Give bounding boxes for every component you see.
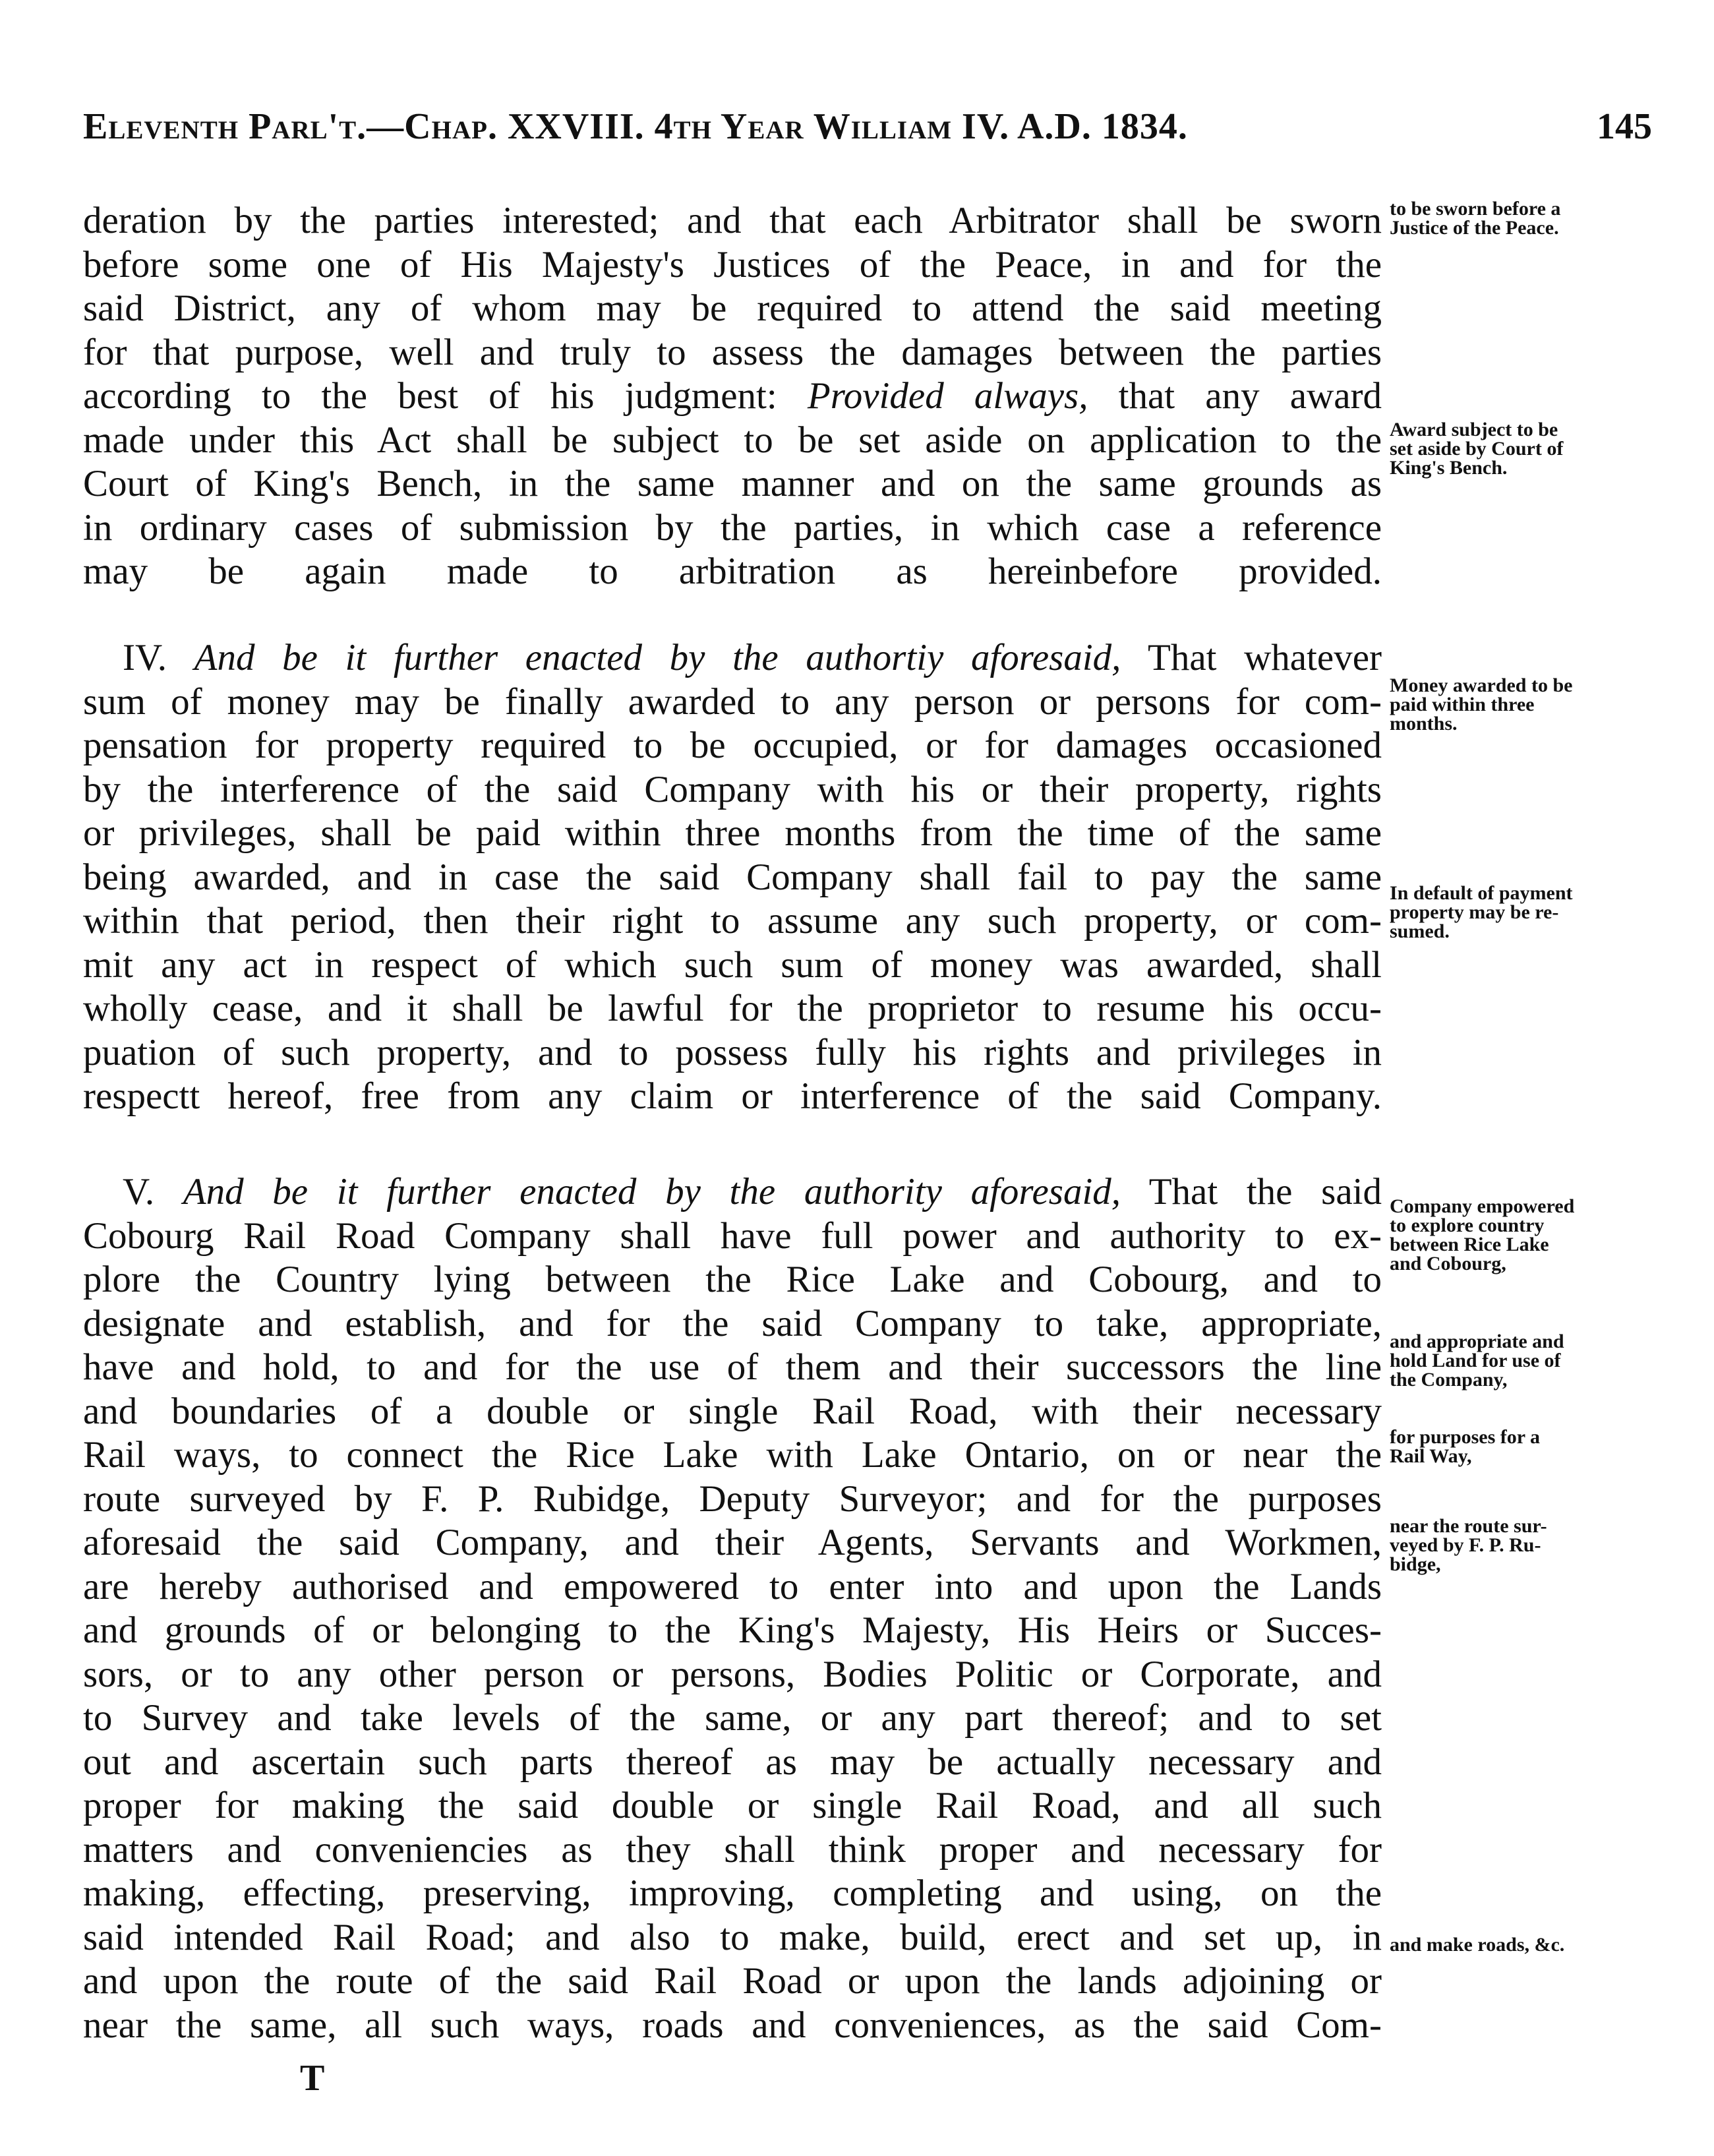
margin-note bbox=[1390, 1427, 1653, 1466]
text-line: have and hold, to and for the use of them and their successors the line bbox=[83, 1346, 1382, 1388]
paragraph-continuation bbox=[83, 199, 1382, 594]
text-line: out and ascertain such parts thereof as may be actually necessary and bbox=[83, 1741, 1382, 1783]
text-line: proper for making the said double or single Rail Road, and all such bbox=[83, 1785, 1382, 1826]
text-line: said intended Rail Road; and also to make, build, erect and set up, in bbox=[83, 1916, 1382, 1958]
margin-note-line: and Cobourg, bbox=[1390, 1253, 1506, 1274]
text-line: to Survey and take levels of the same, or any part thereof; and to set bbox=[83, 1697, 1382, 1739]
catchword: T bbox=[300, 2058, 325, 2099]
text-line: sum of money may be finally awarded to any person or persons for com- bbox=[83, 680, 1382, 723]
section-iv bbox=[83, 636, 1382, 1119]
running-header bbox=[83, 105, 1652, 152]
text-line: mit any act in respect of which such sum of money was awarded, shall bbox=[83, 943, 1382, 986]
italic-phrase: And be it further enacted by the authortiy aforesaid, bbox=[194, 637, 1121, 678]
text-line: matters and conveniencies as they shall think proper and necessary for bbox=[83, 1828, 1382, 1871]
text-line: before some one of His Majesty's Justices of the Peace, in and for the bbox=[83, 243, 1382, 285]
text-line: IV. And be it further enacted by the authortiy aforesaid, That whatever bbox=[123, 637, 1382, 678]
text-line: Cobourg Rail Road Company shall have full power and authority to ex- bbox=[83, 1214, 1382, 1257]
margin-note bbox=[1390, 199, 1653, 237]
margin-note-line: hold Land for use of bbox=[1390, 1350, 1561, 1371]
margin-note-line: set aside by Court of bbox=[1390, 438, 1564, 460]
text-line: in ordinary cases of submission by the parties, in which case a reference bbox=[83, 506, 1382, 549]
margin-note-line: sumed. bbox=[1390, 920, 1450, 942]
margin-note-line: bidge, bbox=[1390, 1553, 1441, 1575]
margin-note bbox=[1390, 676, 1653, 733]
margin-note-line: months. bbox=[1390, 713, 1458, 734]
margin-note-line: Company empowered bbox=[1390, 1195, 1575, 1217]
text-line: aforesaid the said Company, and their Agents, Servants and Workmen, bbox=[83, 1522, 1382, 1563]
italic-phrase: And be it further enacted by the authority aforesaid, bbox=[183, 1171, 1121, 1213]
text-line: according to the best of his judgment: Provided always, that any award bbox=[83, 375, 1382, 417]
text-line: by the interference of the said Company with his or their property, rights bbox=[83, 768, 1382, 810]
margin-note-line: King's Bench. bbox=[1390, 457, 1508, 479]
text-line: and boundaries of a double or single Rail Road, with their necessary bbox=[83, 1390, 1382, 1432]
page-number: 145 bbox=[1597, 106, 1652, 147]
text-line: puation of such property, and to possess fully his rights and privileges in bbox=[83, 1031, 1382, 1073]
text-line: Rail ways, to connect the Rice Lake with Lake Ontario, on or near the bbox=[83, 1434, 1382, 1476]
margin-note-line: Money awarded to be bbox=[1390, 674, 1573, 696]
margin-note-line: paid within three bbox=[1390, 694, 1535, 715]
text-line: deration by the parties interested; and that each Arbitrator shall be sworn bbox=[83, 200, 1382, 241]
margin-note-line: In default of payment bbox=[1390, 882, 1573, 904]
margin-note-line: near the route sur- bbox=[1390, 1515, 1547, 1537]
text-line: within that period, then their right to assume any such property, or com- bbox=[83, 900, 1382, 942]
margin-note-line: and make roads, &c. bbox=[1390, 1934, 1565, 1956]
text-line: making, effecting, preserving, improving, completing and using, on the bbox=[83, 1872, 1382, 1914]
text-line: respectt hereof, free from any claim or interference of the said Company. bbox=[83, 1075, 1382, 1117]
margin-note-line: and appropriate and bbox=[1390, 1331, 1564, 1352]
margin-note-line: Justice of the Peace. bbox=[1390, 217, 1559, 239]
margin-note bbox=[1390, 1516, 1653, 1574]
text-line: Court of King's Bench, in the same manner and on the same grounds as bbox=[83, 463, 1382, 504]
text-line: or privileges, shall be paid within three months from the time of the same bbox=[83, 812, 1382, 854]
text-line: plore the Country lying between the Rice Lake and Cobourg, and to bbox=[83, 1259, 1382, 1300]
text-line: being awarded, and in case the said Company shall fail to pay the same bbox=[83, 856, 1382, 898]
text-line: and upon the route of the said Rail Road or upon the lands adjoining or bbox=[83, 1960, 1382, 2002]
text-line: pensation for property required to be occupied, or for damages occasioned bbox=[83, 725, 1382, 766]
text-line: for that purpose, well and truly to assess the damages between the parties bbox=[83, 331, 1382, 373]
margin-note-line: Rail Way, bbox=[1390, 1445, 1472, 1467]
text-line: are hereby authorised and empowered to enter into and upon the Lands bbox=[83, 1565, 1382, 1607]
text-line: and grounds of or belonging to the King's Majesty, His Heirs or Succes- bbox=[83, 1609, 1382, 1651]
margin-note-line: to be sworn before a bbox=[1390, 198, 1561, 220]
section-v bbox=[83, 1170, 1382, 2047]
margin-note bbox=[1390, 420, 1653, 477]
margin-note-line: veyed by F. P. Ru- bbox=[1390, 1534, 1541, 1556]
margin-note bbox=[1390, 883, 1653, 941]
text-line: said District, any of whom may be required to attend the said meeting bbox=[83, 287, 1382, 329]
text-line: made under this Act shall be subject to be set aside on application to the bbox=[83, 419, 1382, 461]
header-title: Eleventh Parl't.—Chap. XXVIII. 4th Year William IV. A.D. 1834. bbox=[83, 106, 1188, 147]
margin-note bbox=[1390, 1935, 1653, 1954]
text-line: near the same, all such ways, roads and conveniences, as the said Com- bbox=[83, 2004, 1382, 2046]
text-line: wholly cease, and it shall be lawful for the proprietor to resume his occu- bbox=[83, 988, 1382, 1029]
text-line: may be again made to arbitration as hereinbefore provided. bbox=[83, 551, 1382, 592]
text-line: sors, or to any other person or persons, Bodies Politic or Corporate, and bbox=[83, 1653, 1382, 1695]
margin-note-line: for purposes for a bbox=[1390, 1426, 1541, 1448]
margin-note bbox=[1390, 1197, 1653, 1273]
text-line: V. And be it further enacted by the authority aforesaid, That the said bbox=[123, 1171, 1382, 1213]
text-line: route surveyed by F. P. Rubidge, Deputy Surveyor; and for the purposes bbox=[83, 1478, 1382, 1520]
italic-phrase: Provided always, bbox=[807, 375, 1088, 417]
margin-note bbox=[1390, 1332, 1653, 1389]
margin-note-line: property may be re- bbox=[1390, 901, 1559, 923]
margin-note-line: the Company, bbox=[1390, 1369, 1508, 1391]
margin-note-line: between Rice Lake bbox=[1390, 1234, 1549, 1255]
text-line: designate and establish, and for the said Company to take, appropriate, bbox=[83, 1302, 1382, 1344]
margin-note-line: Award subject to be bbox=[1390, 419, 1558, 440]
margin-note-line: to explore country bbox=[1390, 1214, 1545, 1236]
